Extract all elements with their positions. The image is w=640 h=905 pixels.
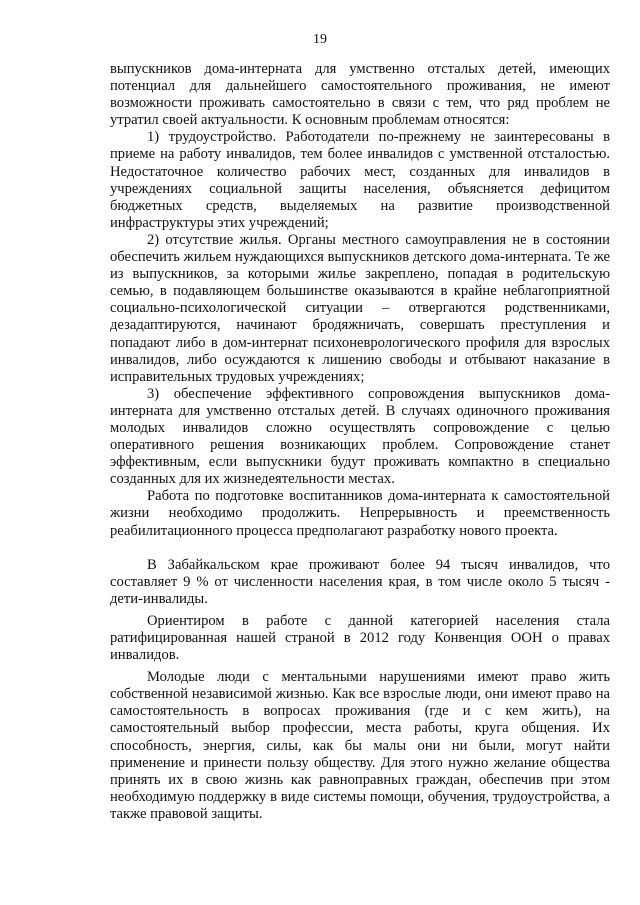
paragraph-preparation-work: Работа по подготовке воспитанников дома-интерната к самостоятельной жизни необходимо продолжить. Непрерывность и преемственность реабилитационного процесса предполагают разработку нового проекта.	[110, 488, 610, 539]
paragraph-un-convention: Ориентиром в работе с данной категорией населения стала ратифицированная нашей страной в 2012 году Конвенция ООН о правах инвалидов.	[110, 612, 610, 664]
paragraph-statistics: В Забайкальском крае проживают более 94 тысяч инвалидов, что составляет 9 % от численности населения края, в том числе около 5 тысяч - дети-инвалиды.	[110, 556, 610, 607]
paragraph-problem-housing: 2) отсутствие жилья. Органы местного самоуправления не в состоянии обеспечить жильем нуждающихся выпускников детского дома-интерната. Те же из выпускников, за которыми жилье закреплено, попадая в родительскую семью, в подавляющем большинстве оказываются в крайне неблагоприятной социально-психологической ситуации – отвергаются родственниками, дезадаптируются, начинают бродяжничать, совершать преступления и попадают либо в дом-интернат психоневрологического профиля для взрослых инвалидов, либо осуждаются к лишению свободы и отбывают наказание в исправительных трудовых учреждениях;	[110, 231, 610, 385]
paragraph-problem-support: 3) обеспечение эффективного сопровождения выпускников дома-интерната для умственно отсталых детей. В случаях одиночного проживания молодых инвалидов сложно осуществлять сопровождение с целью оперативного решения возникающих проблем. Сопровождение станет эффективным, если выпускники будут проживать компактно в специально созданных для их жизнедеятельности местах.	[110, 385, 610, 488]
paragraph-independent-living: Молодые люди с ментальными нарушениями имеют право жить собственной независимой жизнью. Как все взрослые люди, они имеют право на самостоятельность в вопросах проживания (где и с кем жить), на самостоятельный выбор профессии, места работы, круга общения. Их способность, энергия, силы, как бы малы они ни были, могут найти применение и принести пользу обществу. Для этого нужно желание общества принять их в свою жизнь как равноправных граждан, обеспечив при этом необходимую поддержку в виде системы помощи, обучения, трудоустройства, а также правовой защиты.	[110, 669, 610, 822]
paragraph-intro-continuation: выпускников дома-интерната для умственно отсталых детей, имеющих потенциал для дальнейшего самостоятельного проживания, не имеют возможности проживать самостоятельно в связи с тем, что ряд проблем не утратил своей актуальности. К основным проблемам относятся:	[110, 61, 610, 129]
paragraph-problem-employment: 1) трудоустройство. Работодатели по-прежнему не заинтересованы в приеме на работу инвалидов, тем более инвалидов с умственной отсталостью. Недостаточное количество рабочих мест, созданных для инвалидов в учреждениях социальной защиты населения, объясняется дефицитом бюджетных средств, выделяемых на развитие производственной инфраструктуры этих учреждений;	[110, 129, 610, 231]
body-text	[110, 61, 610, 823]
page-number: 19	[313, 32, 327, 47]
